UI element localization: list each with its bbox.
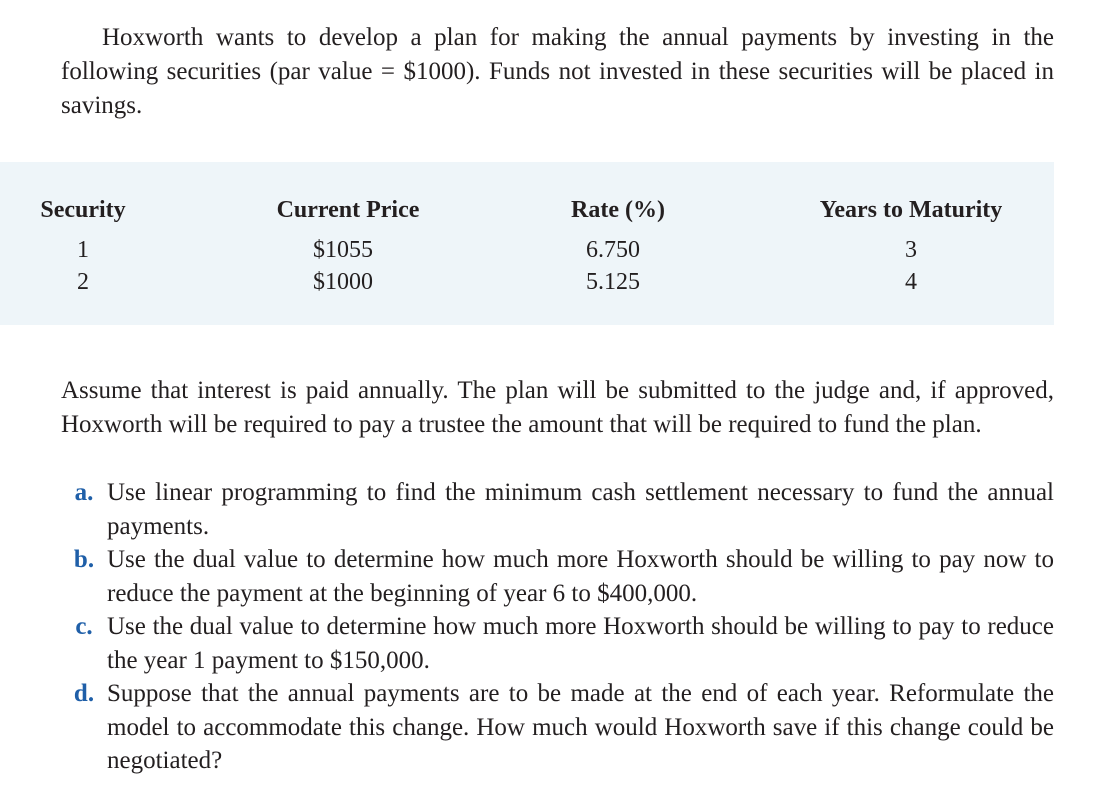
header-rate: Rate (%) [571, 197, 665, 223]
question-list [61, 476, 1054, 778]
column-current-price [263, 194, 433, 298]
question-marker: d. [73, 680, 95, 707]
cell-rate: 6.750 [586, 237, 640, 263]
column-rate [558, 194, 678, 298]
cell-current-price: $1055 [313, 237, 373, 263]
cell-current-price: $1000 [313, 269, 373, 295]
cell-security: 1 [77, 237, 89, 263]
question-text: Use the dual value to determine how much more Hoxworth should be willing to pay to reduce the year 1 payment to $150,000. [107, 613, 1054, 674]
cell-years-to-maturity: 3 [905, 237, 917, 263]
header-security: Security [40, 197, 126, 223]
question-marker: b. [73, 546, 95, 573]
column-years-to-maturity [800, 194, 1022, 298]
header-current-price: Current Price [276, 197, 420, 223]
cell-years-to-maturity: 4 [905, 269, 917, 295]
question-item [61, 677, 1054, 778]
cell-security: 2 [77, 269, 89, 295]
header-years-to-maturity: Years to Maturity [819, 197, 1003, 223]
column-security [28, 194, 138, 298]
question-marker: c. [75, 613, 93, 640]
question-text: Use linear programming to find the minimum cash settlement necessary to fund the annual payments. [107, 479, 1054, 540]
question-item [61, 543, 1054, 610]
question-text: Suppose that the annual payments are to be made at the end of each year. Reformulate the model to accommodate this change. How much would Hoxworth save if this change could be negotiated? [107, 680, 1054, 774]
question-marker: a. [74, 479, 94, 506]
question-item [61, 476, 1054, 543]
intro-paragraph: Hoxworth wants to develop a plan for making the annual payments by investing in the following securities (par value = $1000). Funds not invested in these securities will be placed in savings. [61, 24, 1054, 119]
assumption-paragraph: Assume that interest is paid annually. The plan will be submitted to the judge and, if approved, Hoxworth will be required to pay a trustee the amount that will be required to fund the plan. [61, 377, 1054, 438]
question-text: Use the dual value to determine how much more Hoxworth should be willing to pay now to reduce the payment at the beginning of year 6 to $400,000. [107, 546, 1054, 607]
question-item [61, 610, 1054, 677]
cell-rate: 5.125 [586, 269, 640, 295]
securities-table [0, 162, 1054, 325]
